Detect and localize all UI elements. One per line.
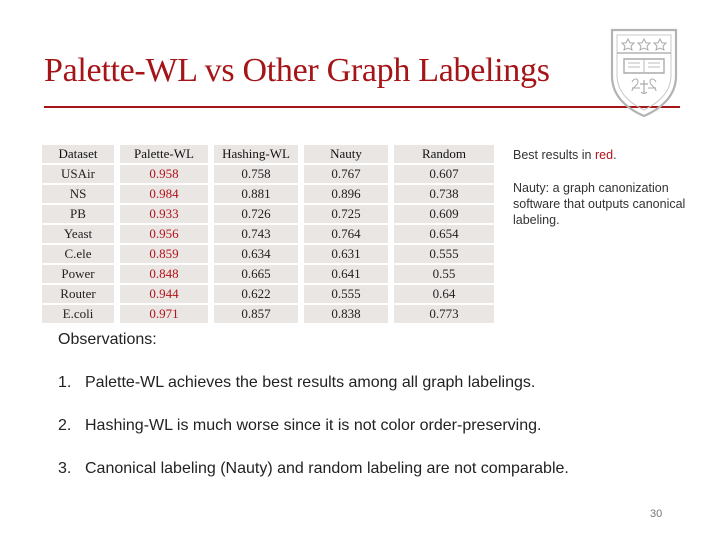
observation-number: 2. xyxy=(58,417,72,434)
observations-heading: Observations: xyxy=(58,331,157,348)
table-row xyxy=(42,284,494,304)
observation-text: Canonical labeling (Nauty) and random labeling are not comparable. xyxy=(85,460,569,477)
column-header: Random xyxy=(391,145,494,164)
score-cell: 0.944 xyxy=(117,284,211,304)
score-cell: 0.725 xyxy=(301,204,391,224)
score-cell: 0.609 xyxy=(391,204,494,224)
column-header: Hashing-WL xyxy=(211,145,301,164)
score-cell: 0.933 xyxy=(117,204,211,224)
nauty-note: Nauty: a graph canonization software that outputs canonical labeling. xyxy=(513,181,686,227)
score-cell: 0.665 xyxy=(211,264,301,284)
observation-item xyxy=(58,417,569,460)
observation-number: 1. xyxy=(58,374,72,391)
table-row xyxy=(42,224,494,244)
score-cell: 0.555 xyxy=(301,284,391,304)
table-row xyxy=(42,264,494,284)
column-header: Dataset xyxy=(42,145,117,164)
dataset-cell: PB xyxy=(42,204,117,224)
score-cell: 0.622 xyxy=(211,284,301,304)
observation-text: Hashing-WL is much worse since it is not color order-preserving. xyxy=(85,417,542,434)
table-header-row xyxy=(42,145,494,164)
dataset-cell: Yeast xyxy=(42,224,117,244)
score-cell: 0.634 xyxy=(211,244,301,264)
score-cell: 0.607 xyxy=(391,164,494,184)
table-row xyxy=(42,164,494,184)
observation-item xyxy=(58,460,569,503)
best-results-note xyxy=(513,147,703,163)
score-cell: 0.881 xyxy=(211,184,301,204)
slide-title: Palette-WL vs Other Graph Labelings xyxy=(44,52,550,89)
university-shield-icon xyxy=(608,26,680,118)
score-cell: 0.555 xyxy=(391,244,494,264)
score-cell: 0.857 xyxy=(211,304,301,324)
score-cell: 0.984 xyxy=(117,184,211,204)
score-cell: 0.738 xyxy=(391,184,494,204)
best-note-suffix: . xyxy=(613,148,617,162)
score-cell: 0.838 xyxy=(301,304,391,324)
column-header: Nauty xyxy=(301,145,391,164)
column-header: Palette-WL xyxy=(117,145,211,164)
dataset-cell: Router xyxy=(42,284,117,304)
dataset-cell: C.ele xyxy=(42,244,117,264)
score-cell: 0.743 xyxy=(211,224,301,244)
score-cell: 0.896 xyxy=(301,184,391,204)
score-cell: 0.726 xyxy=(211,204,301,224)
score-cell: 0.641 xyxy=(301,264,391,284)
observations-list xyxy=(58,374,569,503)
table-row xyxy=(42,244,494,264)
score-cell: 0.956 xyxy=(117,224,211,244)
score-cell: 0.55 xyxy=(391,264,494,284)
observation-item xyxy=(58,374,569,417)
score-cell: 0.859 xyxy=(117,244,211,264)
score-cell: 0.971 xyxy=(117,304,211,324)
dataset-cell: USAir xyxy=(42,164,117,184)
score-cell: 0.758 xyxy=(211,164,301,184)
page-number: 30 xyxy=(650,508,663,520)
table-row xyxy=(42,304,494,324)
score-cell: 0.64 xyxy=(391,284,494,304)
title-underline xyxy=(44,106,680,108)
score-cell: 0.654 xyxy=(391,224,494,244)
score-cell: 0.958 xyxy=(117,164,211,184)
results-table xyxy=(42,145,494,325)
table-body xyxy=(42,164,494,324)
dataset-cell: NS xyxy=(42,184,117,204)
observation-text: Palette-WL achieves the best results among all graph labelings. xyxy=(85,374,536,391)
best-note-prefix: Best results in xyxy=(513,148,595,162)
dataset-cell: Power xyxy=(42,264,117,284)
score-cell: 0.848 xyxy=(117,264,211,284)
best-note-red-word: red xyxy=(594,148,614,162)
score-cell: 0.631 xyxy=(301,244,391,264)
table-row xyxy=(42,204,494,224)
table-row xyxy=(42,184,494,204)
score-cell: 0.767 xyxy=(301,164,391,184)
score-cell: 0.764 xyxy=(301,224,391,244)
dataset-cell: E.coli xyxy=(42,304,117,324)
observation-number: 3. xyxy=(58,460,72,477)
score-cell: 0.773 xyxy=(391,304,494,324)
